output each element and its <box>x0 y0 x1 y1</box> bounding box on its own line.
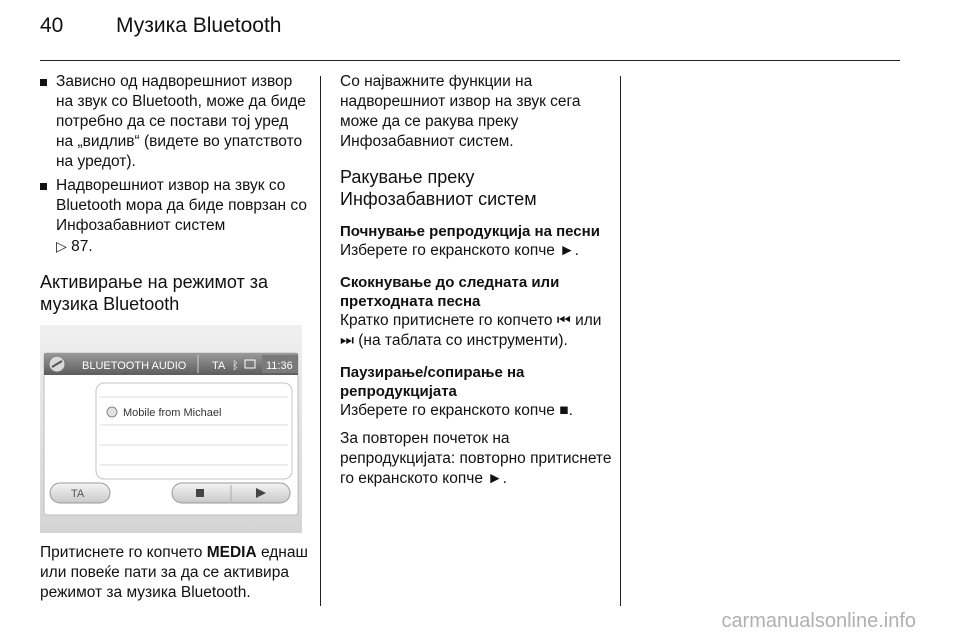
stop-icon[interactable] <box>196 489 204 497</box>
bullet-item: Зависно од надворешниот извор на звук со Bluetooth, може да биде потребно да се постави тој уред на „видлив“ (видете во упатството на уредот). <box>40 72 308 172</box>
page-reference[interactable]: 87. <box>71 238 93 255</box>
intro-paragraph: Со најважните функции на надворешниот извор на звук сега може да се ракува преку Инфозабавниот систем. <box>340 73 581 150</box>
bullet-square-icon <box>40 183 47 190</box>
subheading-skip-track: Скокнување до следната или претходната песна <box>340 274 560 310</box>
screen-title: BLUETOOTH AUDIO <box>82 360 187 372</box>
column-left <box>40 72 308 611</box>
ta-indicator: TA <box>212 360 226 372</box>
bullet-item: Надворешниот извор на звук со Bluetooth мора да биде поврзан со Инфозабавниот систем ▷ 87. <box>40 176 308 257</box>
paragraph-pause-stop: Изберете го екранското копче ■. <box>340 402 573 419</box>
header-rule <box>40 60 900 61</box>
column-divider-1 <box>320 76 321 606</box>
clock: 11:36 <box>266 360 293 372</box>
bluetooth-audio-screen <box>40 325 302 533</box>
bluetooth-icon <box>107 407 117 417</box>
device-name[interactable]: Mobile from Michael <box>123 407 222 419</box>
page-number: 40 <box>40 14 64 37</box>
page-ref-arrow-icon: ▷ <box>56 238 67 254</box>
section-heading-operation: Ракување преку Инфозабавниот систем <box>340 167 537 209</box>
column-divider-2 <box>620 76 621 606</box>
paragraph-resume: За повторен почеток на репродукцијата: повторно притиснете го екранското копче ►. <box>340 430 612 487</box>
media-key-label: MEDIA <box>206 544 257 561</box>
subheading-start-playback: Почнување репродукција на песни <box>340 223 600 240</box>
bullet-square-icon <box>40 79 47 86</box>
page-header <box>40 14 282 48</box>
section-heading-activate: Активирање на режимот за музика Bluetooth <box>40 272 269 314</box>
paragraph-start-playback: Изберете го екранското копче ►. <box>340 242 579 259</box>
column-middle <box>340 72 612 497</box>
paragraph-skip-track: Кратко притиснете го копчето ⏮ или ⏭ (на таблата со инструменти). <box>340 312 602 349</box>
page-title: Музика Bluetooth <box>116 14 282 37</box>
caption: Притиснете го копчето MEDIA еднаш или повеќе пати за да се активира режимот за музика Bluetooth. <box>40 544 308 601</box>
bluetooth-status-icon: ᛒ <box>232 360 239 372</box>
svg-text:TA: TA <box>71 488 85 500</box>
watermark: carmanualsonline.info <box>721 610 916 632</box>
subheading-pause-stop: Паузирање/сопирање на репродукцијата <box>340 364 525 400</box>
